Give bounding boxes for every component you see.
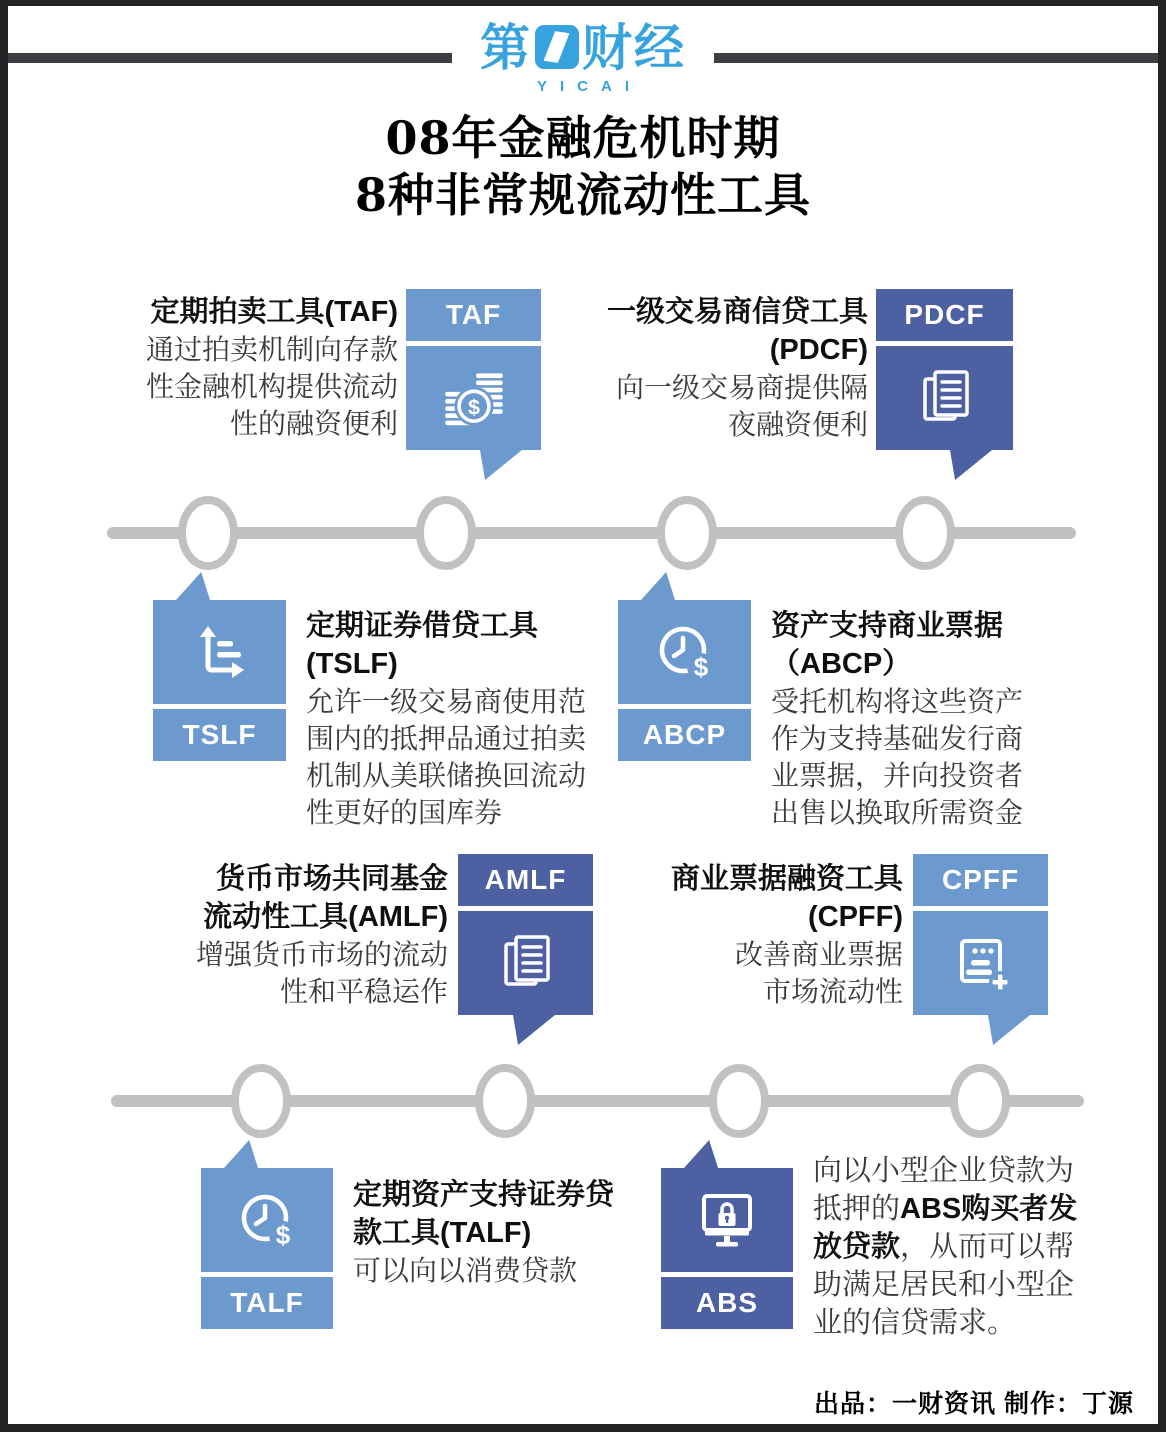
- amlf-text: [156, 860, 448, 1010]
- coins-icon: [437, 361, 511, 435]
- page-title: 08年金融危机时期 8种非常规流动性工具: [354, 111, 811, 222]
- cpff-desc: 改善商业票据 市场流动性: [734, 939, 903, 1007]
- amlf-bubble-tail: [513, 1015, 555, 1045]
- talf-text: [353, 1176, 683, 1289]
- amlf-icon-area: [458, 911, 593, 1015]
- logo-subtext: YICAI: [536, 78, 642, 95]
- abs-bubble-tail: [684, 1140, 718, 1168]
- talf-label: TALF: [201, 1277, 333, 1329]
- talf-bubble: [201, 1168, 333, 1329]
- svg-text:$: $: [693, 652, 708, 682]
- taf-text: [106, 293, 398, 442]
- logo-one-icon: [535, 25, 579, 69]
- tslf-title: 定期证券借贷工具 (TSLF): [306, 610, 539, 680]
- abs-icon-area: [661, 1168, 793, 1272]
- logo-wordmark: [480, 20, 686, 76]
- tslf-label: TSLF: [153, 709, 286, 761]
- taf-desc: 通过拍卖机制向存款 性金融机构提供流动 性的融资便利: [145, 334, 398, 439]
- credit-line: 出品：一财资讯 制作：丁源: [814, 1390, 1134, 1418]
- tslf-desc: 允许一级交易商使用范 围内的抵押品通过拍卖 机制从美联储换回流动 性更好的国库券: [306, 686, 587, 828]
- cpff-title: 商业票据融资工具 (CPFF): [670, 863, 903, 933]
- pdcf-desc: 向一级交易商提供隔 夜融资便利: [615, 372, 868, 440]
- cpff-icon-area: [913, 911, 1048, 1015]
- amlf-label: AMLF: [458, 854, 593, 906]
- chart-arrows-icon: [184, 616, 256, 688]
- talf-title: 定期资产支持证券贷 款工具(TALF): [353, 1179, 615, 1249]
- monitor-lock-icon: [691, 1184, 763, 1256]
- yicai-logo: [452, 20, 714, 95]
- pdcf-icon-area: [876, 346, 1013, 450]
- cpff-label: CPFF: [913, 854, 1048, 906]
- abcp-icon-area: [618, 600, 751, 704]
- pdcf-text: [568, 293, 868, 443]
- taf-bubble-tail: [480, 450, 522, 480]
- pdcf-title: 一级交易商信贷工具 (PDCF): [606, 296, 868, 366]
- taf-icon-area: [406, 346, 541, 450]
- abs-text: [813, 1152, 1108, 1342]
- abs-label: ABS: [661, 1277, 793, 1329]
- tslf-icon-area: [153, 600, 286, 704]
- cpff-bubble-tail: [988, 1015, 1030, 1045]
- cpff-text: [648, 860, 903, 1010]
- logo-chars-right: 财经: [582, 20, 686, 76]
- abcp-text: [771, 607, 1071, 831]
- amlf-desc: 增强货币市场的流动 性和平稳运作: [195, 939, 448, 1007]
- abcp-bubble-tail: [641, 572, 675, 600]
- logo-char-left: 第: [480, 20, 532, 76]
- talf-desc: 可以向以消费贷款: [353, 1255, 578, 1286]
- timeline-bottom: [8, 1061, 1166, 1141]
- abcp-label: ABCP: [618, 709, 751, 761]
- talf-bubble-tail: [224, 1140, 258, 1168]
- pdcf-bubble: [876, 289, 1013, 450]
- clock-dollar-icon: [231, 1184, 303, 1256]
- tslf-bubble: [153, 600, 286, 761]
- abcp-bubble: [618, 600, 751, 761]
- documents-icon: [490, 927, 562, 999]
- talf-icon-area: [201, 1168, 333, 1272]
- svg-text:$: $: [275, 1220, 291, 1250]
- abs-desc: 向以小型企业贷款为 抵押的ABS购买者发 放贷款，从而可以帮 助满足居民和小型企 业的信贷需求。: [813, 1155, 1078, 1339]
- tslf-bubble-tail: [176, 572, 210, 600]
- taf-title: 定期拍卖工具(TAF): [150, 296, 398, 328]
- amlf-bubble: [458, 854, 593, 1015]
- svg-text:$: $: [467, 394, 480, 420]
- pdcf-label: PDCF: [876, 289, 1013, 341]
- tslf-text: [306, 607, 636, 831]
- taf-bubble: [406, 289, 541, 450]
- pdcf-bubble-tail: [950, 450, 992, 480]
- abcp-title: 资产支持商业票据 （ABCP）: [771, 610, 1004, 680]
- clock-dollar-icon: [649, 616, 721, 688]
- documents-icon: [909, 362, 981, 434]
- abcp-desc: 受托机构将这些资产 作为支持基础发行商 业票据，并向投资者 出售以换取所需资金: [771, 686, 1024, 828]
- taf-label: TAF: [406, 289, 541, 341]
- amlf-title: 货币市场共同基金 流动性工具(AMLF): [203, 863, 448, 933]
- note-plus-icon: [945, 927, 1017, 999]
- timeline-top: [8, 493, 1166, 573]
- abs-bubble: [661, 1168, 793, 1329]
- cpff-bubble: [913, 854, 1048, 1015]
